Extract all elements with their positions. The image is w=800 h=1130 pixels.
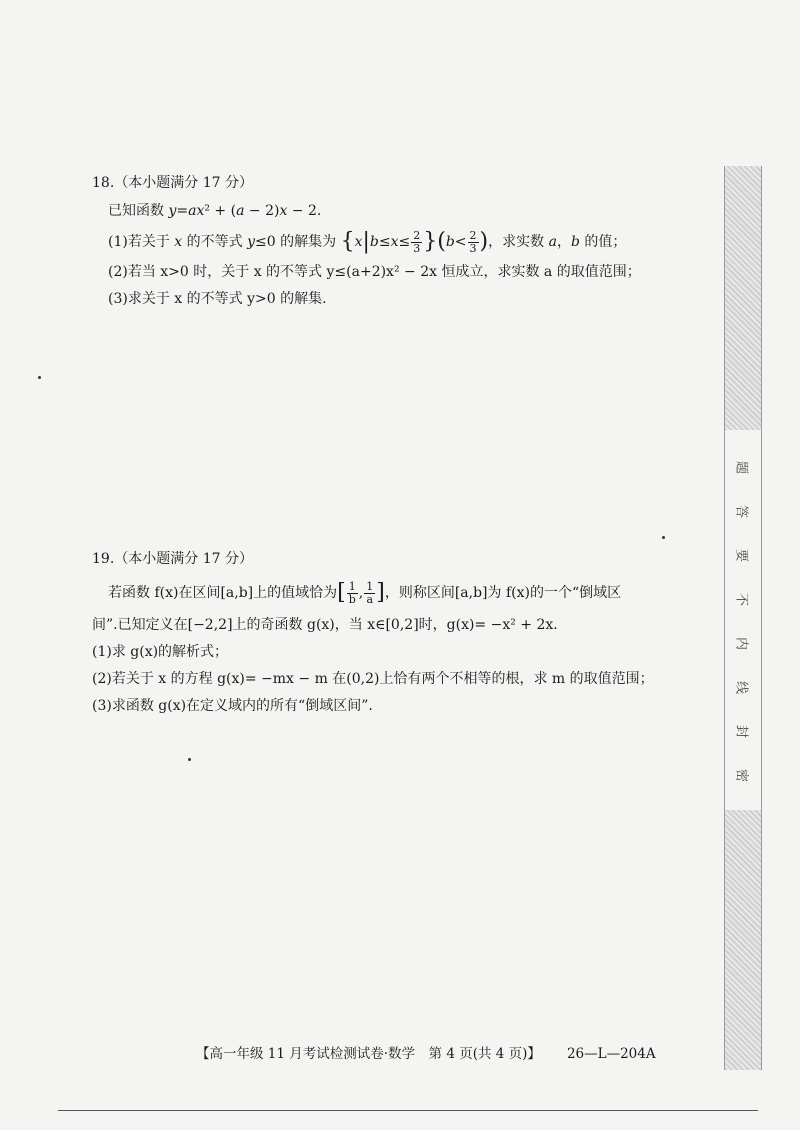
q19-definition-line-2: 间”.已知定义在[−2,2]上的奇函数 g(x)，当 x∈[0,2]时，g(x)= −x² + 2x. <box>92 617 558 633</box>
scan-speck <box>662 536 665 539</box>
question-19-heading: 19.（本小题满分 17 分） <box>92 551 253 567</box>
question-18 <box>92 172 702 313</box>
binding-margin-text-area <box>724 430 762 810</box>
q18-part-2: (2)若当 x>0 时，关于 x 的不等式 y≤(a+2)x² − 2x 恒成立，求实数 a 的取值范围； <box>108 264 641 280</box>
margin-char-1: 题 <box>733 460 749 474</box>
q18-function-definition: 已知函数 y=ax² + (a − 2)x − 2. <box>108 203 322 219</box>
question-19 <box>92 548 702 720</box>
margin-char-2: 答 <box>733 504 749 518</box>
q18-part-1: (1)若关于 x 的不等式 y≤0 的解集为 {x|b≤x≤ $\frac{2}{3}$ }(b< $\frac{2}{3}$ )，求实数 a，b 的值； <box>108 228 627 255</box>
q19-part-2: (2)若关于 x 的方程 g(x)= −mx − m 在(0,2)上恰有两个不相等的根，求 m 的取值范围； <box>92 671 654 687</box>
bottom-rule <box>58 1110 758 1111</box>
fraction-condition: $\frac{2}{3}$ <box>469 228 477 255</box>
footer-text: 【高一年级 11 月考试检测试卷·数学 第 4 页(共 4 页)】 <box>196 1046 541 1062</box>
scan-speck <box>188 758 191 761</box>
margin-char-5: 内 <box>733 636 749 650</box>
margin-char-7: 封 <box>733 724 749 738</box>
q19-definition-line-1: 若函数 f(x)在区间[a,b]上的值域恰为[ $\frac{1}{b}$ , $\frac{1}{a}$ ]，则称区间[a,b]为 f(x)的一个“倒域区 <box>108 579 622 606</box>
margin-char-6: 线 <box>733 680 749 694</box>
fraction-two-thirds: $\frac{2}{3}$ <box>413 228 421 255</box>
q19-part-3: (3)求函数 g(x)在定义域内的所有“倒域区间”. <box>92 698 373 714</box>
q18-part-3: (3)求关于 x 的不等式 y>0 的解集. <box>108 291 327 307</box>
scan-speck <box>38 376 41 379</box>
page-footer <box>196 1042 656 1062</box>
fraction-one-over-a: $\frac{1}{a}$ <box>366 579 374 606</box>
question-18-heading: 18.（本小题满分 17 分） <box>92 175 253 191</box>
q19-part-1: (1)求 g(x)的解析式； <box>92 644 229 660</box>
margin-char-4: 不 <box>733 592 749 606</box>
margin-char-3: 要 <box>733 548 749 562</box>
footer-code: 26—L—204A <box>566 1046 656 1062</box>
fraction-one-over-b: $\frac{1}{b}$ <box>348 579 356 606</box>
margin-char-8: 密 <box>733 768 749 782</box>
